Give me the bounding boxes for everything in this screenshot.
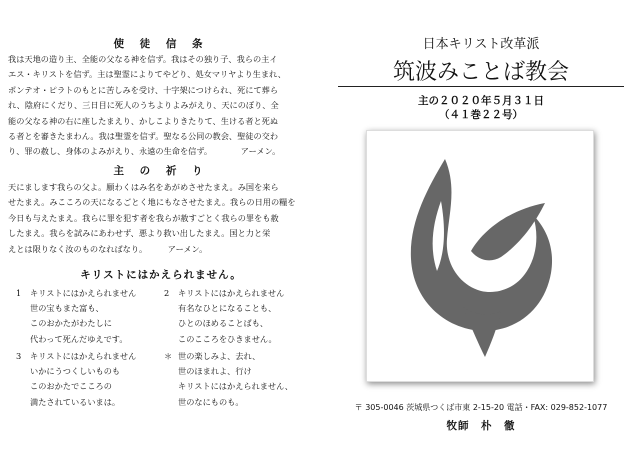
- creed-title: 使 徒 信 条: [113, 38, 209, 50]
- creed-line: り、罪の赦し、身体のよみがえり、永遠の生命を信ず。 アーメン。: [8, 146, 281, 157]
- verse-line: いかにうつくしいものも: [30, 366, 121, 377]
- creed-line: れ、陰府にくだり、三日目に死人のうちよりよみがえり、天にのぼり、全: [8, 100, 279, 111]
- bulletin-date: 主の２０２０年５月３１日: [418, 95, 544, 107]
- hymn-verse-refrain: [164, 349, 320, 411]
- denomination: 日本キリスト改革派: [422, 37, 540, 52]
- verse-line: ひとのほめることばも、: [178, 318, 269, 329]
- verse-line: 世のほまれよ、行け: [178, 366, 252, 377]
- hymn-title: キリストにはかえられません。: [80, 269, 242, 281]
- verse-line: 世のなにものも。: [178, 396, 244, 407]
- verse-number: 3: [16, 351, 22, 361]
- verse-number: 1: [16, 288, 22, 298]
- prayer-line: せたまえ。みこころの天になるごとく地にもなさせたまえ。我らの日用の糧を: [8, 197, 296, 208]
- verse-line: 代わって死んだゆえです。: [30, 333, 128, 344]
- verse-line: キリストにはかえられません: [178, 288, 285, 298]
- verse-line: 世の宝もまた富も、: [30, 303, 104, 314]
- cover-page: [322, 0, 640, 452]
- verse-line: 満たされているいまは。: [30, 396, 121, 407]
- church-address: 〒 305-0046 茨城県つくば市東 2-15-20 電話・FAX: 029-852-1077: [354, 403, 608, 412]
- hymn-verse-3: [16, 349, 156, 411]
- prayer-title: 主 の 祈 り: [113, 165, 209, 177]
- creed-line: エス・キリストを信ず。主は聖霊によりてやどり、処女マリヤより生まれ、: [8, 69, 286, 80]
- creed-line: 能の父なる神の右に座したまえり、かしこよりきたりて、生ける者と死ぬ: [8, 115, 279, 126]
- verse-line: キリストにはかえられません、: [178, 381, 293, 392]
- verse-line: 有名なひとになることも、: [178, 303, 277, 314]
- verse-line: キリストにはかえられません: [30, 351, 137, 361]
- creed-line: ポンテオ・ピラトのもとに苦しみを受け、十字架につけられ、死にて葬ら: [8, 84, 279, 95]
- prayer-line: 今日も与えたまえ。我らに罪を犯す者を我らが赦すごとく我らの罪をも赦: [8, 212, 279, 223]
- verse-line: このおかたでこころの: [30, 381, 112, 392]
- prayer-text: [8, 180, 314, 257]
- verse-number: 2: [164, 288, 170, 298]
- verse-line: このこころをひきません。: [178, 333, 277, 344]
- creed-line: 我は天地の造り主、全能の父なる神を信ず。我はその独り子、我らの主イ: [8, 54, 278, 64]
- verse-line: キリストにはかえられません: [30, 288, 137, 298]
- dove-flame-icon: [367, 131, 593, 381]
- verse-line: このおかたがわたしに: [30, 318, 112, 329]
- bulletin-volume: （４１巻２２号）: [439, 109, 523, 121]
- hymn-verse-2: [164, 286, 314, 348]
- prayer-line: したまえ。我らを試みにあわせず、悪より救い出したまえ。国と力と栄: [8, 228, 271, 239]
- creed-line: る者とを審きたまわん。我は聖霊を信ず。聖なる公同の教会、聖徒の交わ: [8, 131, 279, 142]
- church-name: 筑波みことば教会: [392, 60, 569, 85]
- verse-number: ＊: [164, 351, 173, 361]
- dove-flame-logo: [366, 130, 594, 382]
- creed-text: [8, 52, 314, 160]
- divider: [338, 86, 624, 87]
- prayer-line: えとは限りなく汝のものなればなり。 アーメン。: [8, 243, 208, 254]
- hymn-verse-1: [16, 286, 156, 348]
- prayer-line: 天にまします我らの父よ。願わくはみ名をあがめさせたまえ。み国を来ら: [8, 182, 279, 192]
- pastor-name: 牧師 朴 徹: [446, 420, 516, 432]
- verse-line: 世の楽しみよ、去れ、: [178, 351, 261, 361]
